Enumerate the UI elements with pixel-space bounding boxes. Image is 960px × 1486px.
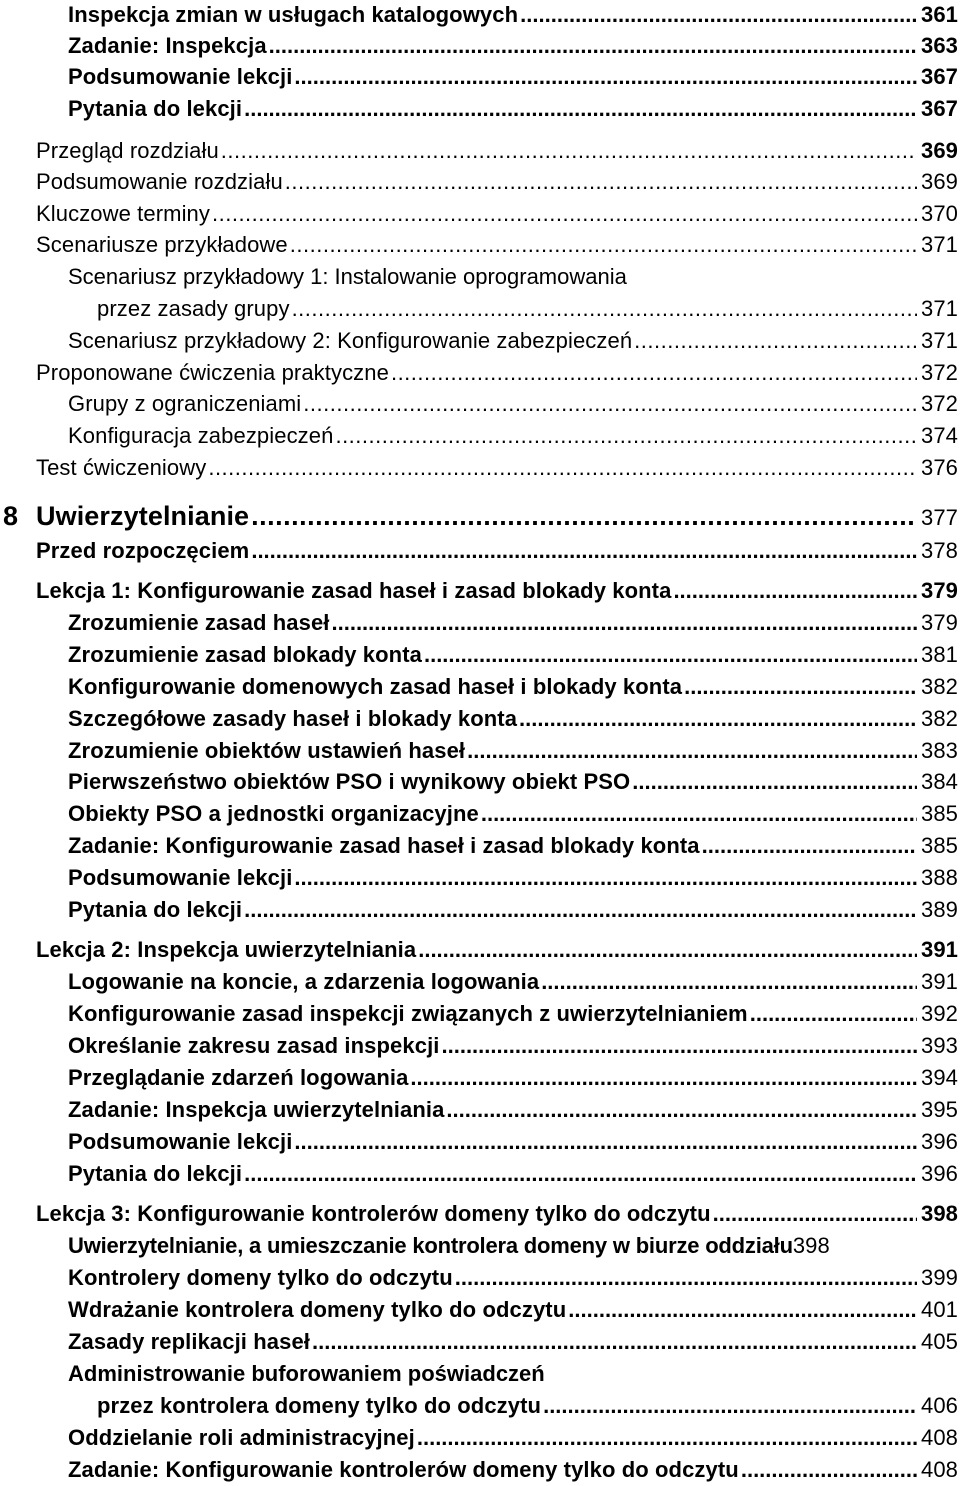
toc-leader-dots bbox=[741, 1456, 917, 1484]
toc-entry bbox=[68, 673, 958, 701]
toc-entry bbox=[68, 95, 958, 123]
toc-entry-title: Administrowanie buforowaniem poświadczeń bbox=[68, 1361, 545, 1386]
toc-page-number: 388 bbox=[920, 865, 958, 890]
toc-entry bbox=[68, 327, 958, 355]
toc-leader-dots bbox=[332, 609, 918, 637]
toc-entry bbox=[68, 609, 958, 637]
toc-entry bbox=[36, 359, 958, 387]
toc-page-number: 376 bbox=[920, 455, 958, 480]
toc-entry-title: Zrozumienie zasad haseł bbox=[68, 610, 330, 635]
toc-chapter-entry bbox=[3, 500, 958, 534]
toc-leader-dots bbox=[312, 1328, 917, 1356]
toc-entry bbox=[36, 200, 958, 228]
toc-leader-dots bbox=[208, 454, 917, 482]
toc-leader-dots bbox=[292, 295, 917, 323]
toc-entry-title: Podsumowanie rozdziału bbox=[36, 169, 283, 194]
toc-leader-dots bbox=[632, 768, 917, 796]
toc-page-number: 385 bbox=[920, 801, 958, 826]
toc-entry bbox=[68, 1328, 958, 1356]
toc-leader-dots bbox=[455, 1264, 917, 1292]
toc-leader-dots bbox=[212, 200, 917, 228]
toc-leader-dots bbox=[410, 1064, 917, 1092]
toc-entry-title: Zrozumienie zasad blokady konta bbox=[68, 642, 422, 667]
toc-entry bbox=[68, 1128, 958, 1156]
toc-entry bbox=[68, 422, 958, 450]
toc-entry bbox=[68, 864, 958, 892]
toc-entry bbox=[68, 1424, 958, 1452]
toc-page-number: 395 bbox=[920, 1097, 958, 1122]
toc-entry-title: przez zasady grupy bbox=[97, 296, 290, 321]
toc-page-number: 394 bbox=[920, 1065, 958, 1090]
toc-page-number: 361 bbox=[920, 2, 958, 27]
toc-entry-title: Uwierzytelnianie, a umieszczanie kontrolera domeny w biurze oddziału bbox=[68, 1233, 793, 1258]
toc-entry-title: Zadanie: Konfigurowanie zasad haseł i zasad blokady konta bbox=[68, 833, 700, 858]
toc-entry-title: Zadanie: Inspekcja bbox=[68, 33, 267, 58]
toc-entry-title: Określanie zakresu zasad inspekcji bbox=[68, 1033, 440, 1058]
toc-page-number: 363 bbox=[920, 33, 958, 58]
toc-entry bbox=[68, 63, 958, 91]
toc-leader-dots bbox=[294, 864, 917, 892]
toc-entry bbox=[68, 768, 958, 796]
toc-leader-dots bbox=[391, 359, 917, 387]
toc-leader-dots bbox=[442, 1032, 918, 1060]
toc-entry bbox=[36, 231, 958, 259]
toc-leader-dots bbox=[673, 577, 917, 605]
toc-entry-title: Pierwszeństwo obiektów PSO i wynikowy obiekt PSO bbox=[68, 769, 631, 794]
toc-entry bbox=[68, 390, 958, 418]
toc-leader-dots bbox=[750, 1000, 917, 1028]
toc-page-number: 383 bbox=[920, 738, 958, 763]
toc-leader-dots bbox=[290, 231, 917, 259]
toc-entry bbox=[68, 705, 958, 733]
toc-entry-title: Lekcja 1: Konfigurowanie zasad haseł i zasad blokady konta bbox=[36, 578, 672, 603]
toc-entry bbox=[68, 800, 958, 828]
toc-page-number: 379 bbox=[920, 578, 958, 603]
toc-page-number: 369 bbox=[920, 169, 958, 194]
toc-entry-title: Test ćwiczeniowy bbox=[36, 455, 207, 480]
toc-entry-title: Przegląd rozdziału bbox=[36, 138, 219, 163]
toc-entry-title: Podsumowanie lekcji bbox=[68, 865, 293, 890]
toc-page-number: 367 bbox=[920, 96, 958, 121]
toc-page-number: 372 bbox=[920, 360, 958, 385]
toc-chapter-title: Uwierzytelnianie bbox=[36, 501, 250, 531]
toc-page-number: 370 bbox=[920, 201, 958, 226]
toc-leader-dots bbox=[446, 1096, 917, 1124]
toc-entry bbox=[68, 737, 958, 765]
toc-entry-title: Inspekcja zmian w usługach katalogowych bbox=[68, 2, 519, 27]
toc-page-number: 396 bbox=[920, 1129, 958, 1154]
toc-leader-dots bbox=[424, 641, 917, 669]
toc-leader-dots bbox=[519, 705, 917, 733]
toc-leader-dots bbox=[303, 390, 917, 418]
toc-entry-title: Podsumowanie lekcji bbox=[68, 1129, 293, 1154]
toc-entry-title: Pytania do lekcji bbox=[68, 1161, 243, 1186]
toc-entry-title: Przed rozpoczęciem bbox=[36, 538, 250, 563]
toc-entry bbox=[68, 968, 958, 996]
toc-leader-dots bbox=[634, 327, 917, 355]
toc-page-number: 382 bbox=[920, 706, 958, 731]
toc-page-number: 391 bbox=[920, 969, 958, 994]
toc-entry bbox=[36, 168, 958, 196]
toc-page-number: 381 bbox=[920, 642, 958, 667]
toc-entry bbox=[36, 537, 958, 565]
toc-entry-title: Przeglądanie zdarzeń logowania bbox=[68, 1065, 409, 1090]
toc-entry-title: Szczegółowe zasady haseł i blokady konta bbox=[68, 706, 518, 731]
toc-entry bbox=[68, 1096, 958, 1124]
toc-entry-title: przez kontrolera domeny tylko do odczytu bbox=[97, 1393, 542, 1418]
toc-entry bbox=[68, 896, 958, 924]
toc-leader-dots bbox=[467, 737, 917, 765]
toc-leader-dots bbox=[335, 422, 917, 450]
toc-entry bbox=[68, 1064, 958, 1092]
toc-leader-dots bbox=[294, 63, 917, 91]
toc-leader-dots bbox=[702, 832, 917, 860]
toc-entry-title: Scenariusz przykładowy 1: Instalowanie oprogramowania bbox=[68, 264, 627, 289]
toc-entry-title: Kontrolery domeny tylko do odczytu bbox=[68, 1265, 453, 1290]
toc-entry bbox=[97, 295, 958, 323]
toc-page-number: 393 bbox=[920, 1033, 958, 1058]
toc-page-number: 371 bbox=[920, 232, 958, 257]
toc-page-number: 408 bbox=[920, 1457, 958, 1482]
toc-entry bbox=[36, 577, 958, 605]
toc-leader-dots bbox=[244, 1160, 917, 1188]
toc-leader-dots bbox=[684, 673, 917, 701]
toc-entry-title: Lekcja 2: Inspekcja uwierzytelniania bbox=[36, 937, 417, 962]
toc-entry-title: Pytania do lekcji bbox=[68, 96, 243, 121]
toc-leader-dots bbox=[543, 1392, 917, 1420]
toc-leader-dots bbox=[481, 800, 917, 828]
toc-entry-title: Lekcja 3: Konfigurowanie kontrolerów domeny tylko do odczytu bbox=[36, 1201, 711, 1226]
toc-leader-dots bbox=[541, 968, 917, 996]
toc-page-number: 374 bbox=[920, 423, 958, 448]
toc-entry bbox=[68, 641, 958, 669]
toc-page-number: 398 bbox=[792, 1233, 830, 1258]
toc-leader-dots bbox=[244, 896, 917, 924]
toc-leader-dots bbox=[269, 32, 917, 60]
toc-entry bbox=[36, 1200, 958, 1228]
toc-entry-title: Zadanie: Inspekcja uwierzytelniania bbox=[68, 1097, 445, 1122]
toc-page-number: 384 bbox=[920, 769, 958, 794]
toc-entry bbox=[36, 137, 958, 165]
toc-page-number: 385 bbox=[920, 833, 958, 858]
toc-entry-title: Zasady replikacji haseł bbox=[68, 1329, 310, 1354]
toc-entry bbox=[68, 1296, 958, 1324]
toc-page-number: 396 bbox=[920, 1161, 958, 1186]
toc-page-number: 377 bbox=[920, 505, 958, 530]
toc-entry-title: Zadanie: Konfigurowanie kontrolerów domeny tylko do odczytu bbox=[68, 1457, 739, 1482]
toc-entry-title: Podsumowanie lekcji bbox=[68, 64, 293, 89]
toc-leader-dots bbox=[285, 168, 917, 196]
toc-entry bbox=[97, 1392, 958, 1420]
toc-leader-dots bbox=[417, 1424, 917, 1452]
toc-page-number: 401 bbox=[920, 1297, 958, 1322]
toc-leader-dots bbox=[520, 1, 917, 29]
toc-page-number: 371 bbox=[920, 328, 958, 353]
toc-leader-dots bbox=[251, 500, 917, 532]
toc-entry bbox=[68, 1456, 958, 1484]
toc-leader-dots bbox=[221, 137, 917, 165]
toc-chapter-number: 8 bbox=[3, 501, 19, 531]
toc-page-number: 392 bbox=[920, 1001, 958, 1026]
toc-entry-title: Grupy z ograniczeniami bbox=[68, 391, 302, 416]
toc-page-number: 398 bbox=[920, 1201, 958, 1226]
toc-leader-dots bbox=[294, 1128, 917, 1156]
toc-entry-title: Logowanie na koncie, a zdarzenia logowania bbox=[68, 969, 540, 994]
toc-leader-dots bbox=[568, 1296, 917, 1324]
toc-entry bbox=[68, 1160, 958, 1188]
toc-page-number: 382 bbox=[920, 674, 958, 699]
toc-entry-title: Pytania do lekcji bbox=[68, 897, 243, 922]
toc-page-number: 369 bbox=[920, 138, 958, 163]
toc-entry bbox=[68, 32, 958, 60]
toc-entry-title: Wdrażanie kontrolera domeny tylko do odczytu bbox=[68, 1297, 567, 1322]
toc-page-number: 371 bbox=[920, 296, 958, 321]
toc-entry-title: Konfigurowanie zasad inspekcji związanych z uwierzytelnianiem bbox=[68, 1001, 748, 1026]
toc-leader-dots bbox=[713, 1200, 917, 1228]
toc-page-number: 405 bbox=[920, 1329, 958, 1354]
toc-entry bbox=[68, 1, 958, 29]
toc-entry bbox=[68, 1032, 958, 1060]
toc-entry-title: Oddzielanie roli administracyjnej bbox=[68, 1425, 415, 1450]
toc-page-number: 399 bbox=[920, 1265, 958, 1290]
toc-entry-title: Konfigurowanie domenowych zasad haseł i blokady konta bbox=[68, 674, 683, 699]
toc-page-number: 406 bbox=[920, 1393, 958, 1418]
toc-entry-title: Scenariusz przykładowy 2: Konfigurowanie zabezpieczeń bbox=[68, 328, 633, 353]
toc-entry bbox=[68, 1000, 958, 1028]
toc-page-number: 389 bbox=[920, 897, 958, 922]
toc-page-number: 378 bbox=[920, 538, 958, 563]
toc-entry bbox=[68, 1264, 958, 1292]
toc-entry-title: Scenariusze przykładowe bbox=[36, 232, 288, 257]
toc-leader-dots bbox=[244, 95, 917, 123]
toc-entry bbox=[36, 454, 958, 482]
toc-page-number: 391 bbox=[920, 937, 958, 962]
toc-entry-title: Obiekty PSO a jednostki organizacyjne bbox=[68, 801, 479, 826]
toc-entry bbox=[68, 1232, 958, 1260]
toc-leader-dots bbox=[418, 936, 917, 964]
toc-entry-title: Konfiguracja zabezpieczeń bbox=[68, 423, 334, 448]
toc-page-number: 372 bbox=[920, 391, 958, 416]
toc-entry bbox=[68, 832, 958, 860]
toc-entry-title: Proponowane ćwiczenia praktyczne bbox=[36, 360, 389, 385]
toc-page-number: 367 bbox=[920, 64, 958, 89]
toc-entry bbox=[36, 936, 958, 964]
toc-leader-dots bbox=[251, 537, 917, 565]
toc-entry-title: Kluczowe terminy bbox=[36, 201, 210, 226]
toc-page-number: 408 bbox=[920, 1425, 958, 1450]
toc-entry-title: Zrozumienie obiektów ustawień haseł bbox=[68, 738, 466, 763]
toc-page-number: 379 bbox=[920, 610, 958, 635]
